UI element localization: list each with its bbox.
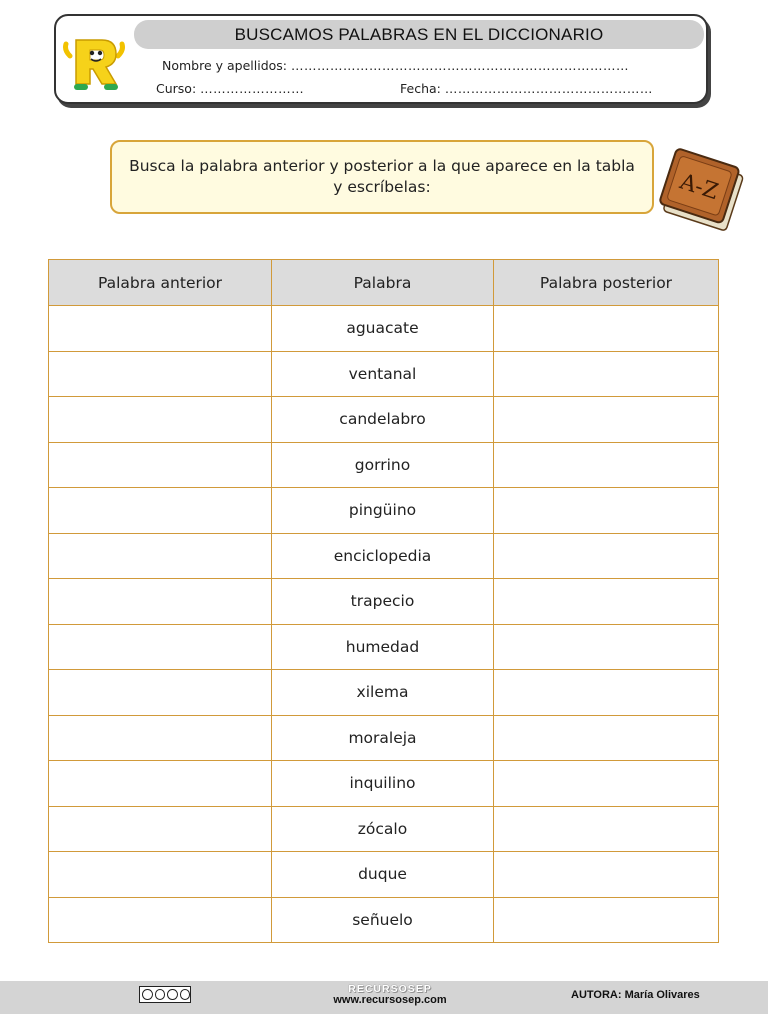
instruction-text: Busca la palabra anterior y posterior a la que aparece en la tabla y escríbelas: <box>129 157 635 196</box>
date-field <box>400 81 653 96</box>
next-word-cell[interactable] <box>494 488 719 534</box>
previous-word-cell[interactable] <box>49 488 272 534</box>
word-cell: duque <box>272 852 494 898</box>
word-cell: moraleja <box>272 715 494 761</box>
next-word-cell[interactable] <box>494 624 719 670</box>
previous-word-cell[interactable] <box>49 306 272 352</box>
cc-circle-icon <box>142 989 153 1000</box>
next-word-cell[interactable] <box>494 533 719 579</box>
footer <box>0 981 768 1014</box>
previous-word-cell[interactable] <box>49 442 272 488</box>
previous-word-cell[interactable] <box>49 806 272 852</box>
instruction-box <box>110 140 654 214</box>
next-word-cell[interactable] <box>494 397 719 443</box>
header-previous-word: Palabra anterior <box>49 260 272 306</box>
word-cell: xilema <box>272 670 494 716</box>
table-row <box>49 306 719 352</box>
word-cell: pingüino <box>272 488 494 534</box>
table-row <box>49 806 719 852</box>
table-row <box>49 579 719 625</box>
site-block <box>300 983 480 1006</box>
r-mascot-icon <box>62 26 128 98</box>
previous-word-cell[interactable] <box>49 397 272 443</box>
table-row <box>49 852 719 898</box>
creative-commons-icon <box>139 986 191 1003</box>
table-row <box>49 624 719 670</box>
word-cell: inquilino <box>272 761 494 807</box>
table-row <box>49 488 719 534</box>
table-header-row <box>49 260 719 306</box>
name-dots: …………………………………………………………………… <box>291 58 630 73</box>
previous-word-cell[interactable] <box>49 761 272 807</box>
title-bar <box>134 20 704 49</box>
word-cell: aguacate <box>272 306 494 352</box>
course-dots: …………………… <box>200 81 305 96</box>
name-field <box>162 58 629 73</box>
table-row <box>49 351 719 397</box>
course-label: Curso: <box>156 81 197 96</box>
course-field <box>156 81 304 96</box>
date-dots: ………………………………………… <box>444 81 653 96</box>
next-word-cell[interactable] <box>494 761 719 807</box>
word-table <box>48 259 719 943</box>
previous-word-cell[interactable] <box>49 897 272 943</box>
previous-word-cell[interactable] <box>49 533 272 579</box>
page-title: BUSCAMOS PALABRAS EN EL DICCIONARIO <box>234 24 604 44</box>
next-word-cell[interactable] <box>494 306 719 352</box>
table-row <box>49 897 719 943</box>
previous-word-cell[interactable] <box>49 579 272 625</box>
next-word-cell[interactable] <box>494 351 719 397</box>
author-credit: AUTORA: María Olivares <box>571 989 700 1001</box>
next-word-cell[interactable] <box>494 715 719 761</box>
word-cell: enciclopedia <box>272 533 494 579</box>
table-row <box>49 761 719 807</box>
table-row <box>49 670 719 716</box>
previous-word-cell[interactable] <box>49 624 272 670</box>
book-label: A-Z <box>676 169 722 206</box>
word-cell: ventanal <box>272 351 494 397</box>
next-word-cell[interactable] <box>494 670 719 716</box>
previous-word-cell[interactable] <box>49 670 272 716</box>
sa-circle-icon <box>180 989 191 1000</box>
table-row <box>49 442 719 488</box>
previous-word-cell[interactable] <box>49 351 272 397</box>
next-word-cell[interactable] <box>494 442 719 488</box>
next-word-cell[interactable] <box>494 897 719 943</box>
date-label: Fecha: <box>400 81 441 96</box>
table-row <box>49 715 719 761</box>
by-circle-icon <box>155 989 166 1000</box>
word-cell: humedad <box>272 624 494 670</box>
next-word-cell[interactable] <box>494 852 719 898</box>
next-word-cell[interactable] <box>494 579 719 625</box>
nc-circle-icon <box>167 989 178 1000</box>
word-cell: gorrino <box>272 442 494 488</box>
header-card <box>54 14 708 104</box>
word-cell: trapecio <box>272 579 494 625</box>
dictionary-book-icon <box>648 146 756 242</box>
previous-word-cell[interactable] <box>49 715 272 761</box>
header-word: Palabra <box>272 260 494 306</box>
next-word-cell[interactable] <box>494 806 719 852</box>
site-url-link[interactable]: www.recursosep.com <box>333 994 447 1006</box>
word-cell: señuelo <box>272 897 494 943</box>
header-next-word: Palabra posterior <box>494 260 719 306</box>
site-logo: RECURSOSEP <box>348 983 432 995</box>
previous-word-cell[interactable] <box>49 852 272 898</box>
word-cell: candelabro <box>272 397 494 443</box>
name-label: Nombre y apellidos: <box>162 58 288 73</box>
table-row <box>49 397 719 443</box>
table-row <box>49 533 719 579</box>
word-cell: zócalo <box>272 806 494 852</box>
